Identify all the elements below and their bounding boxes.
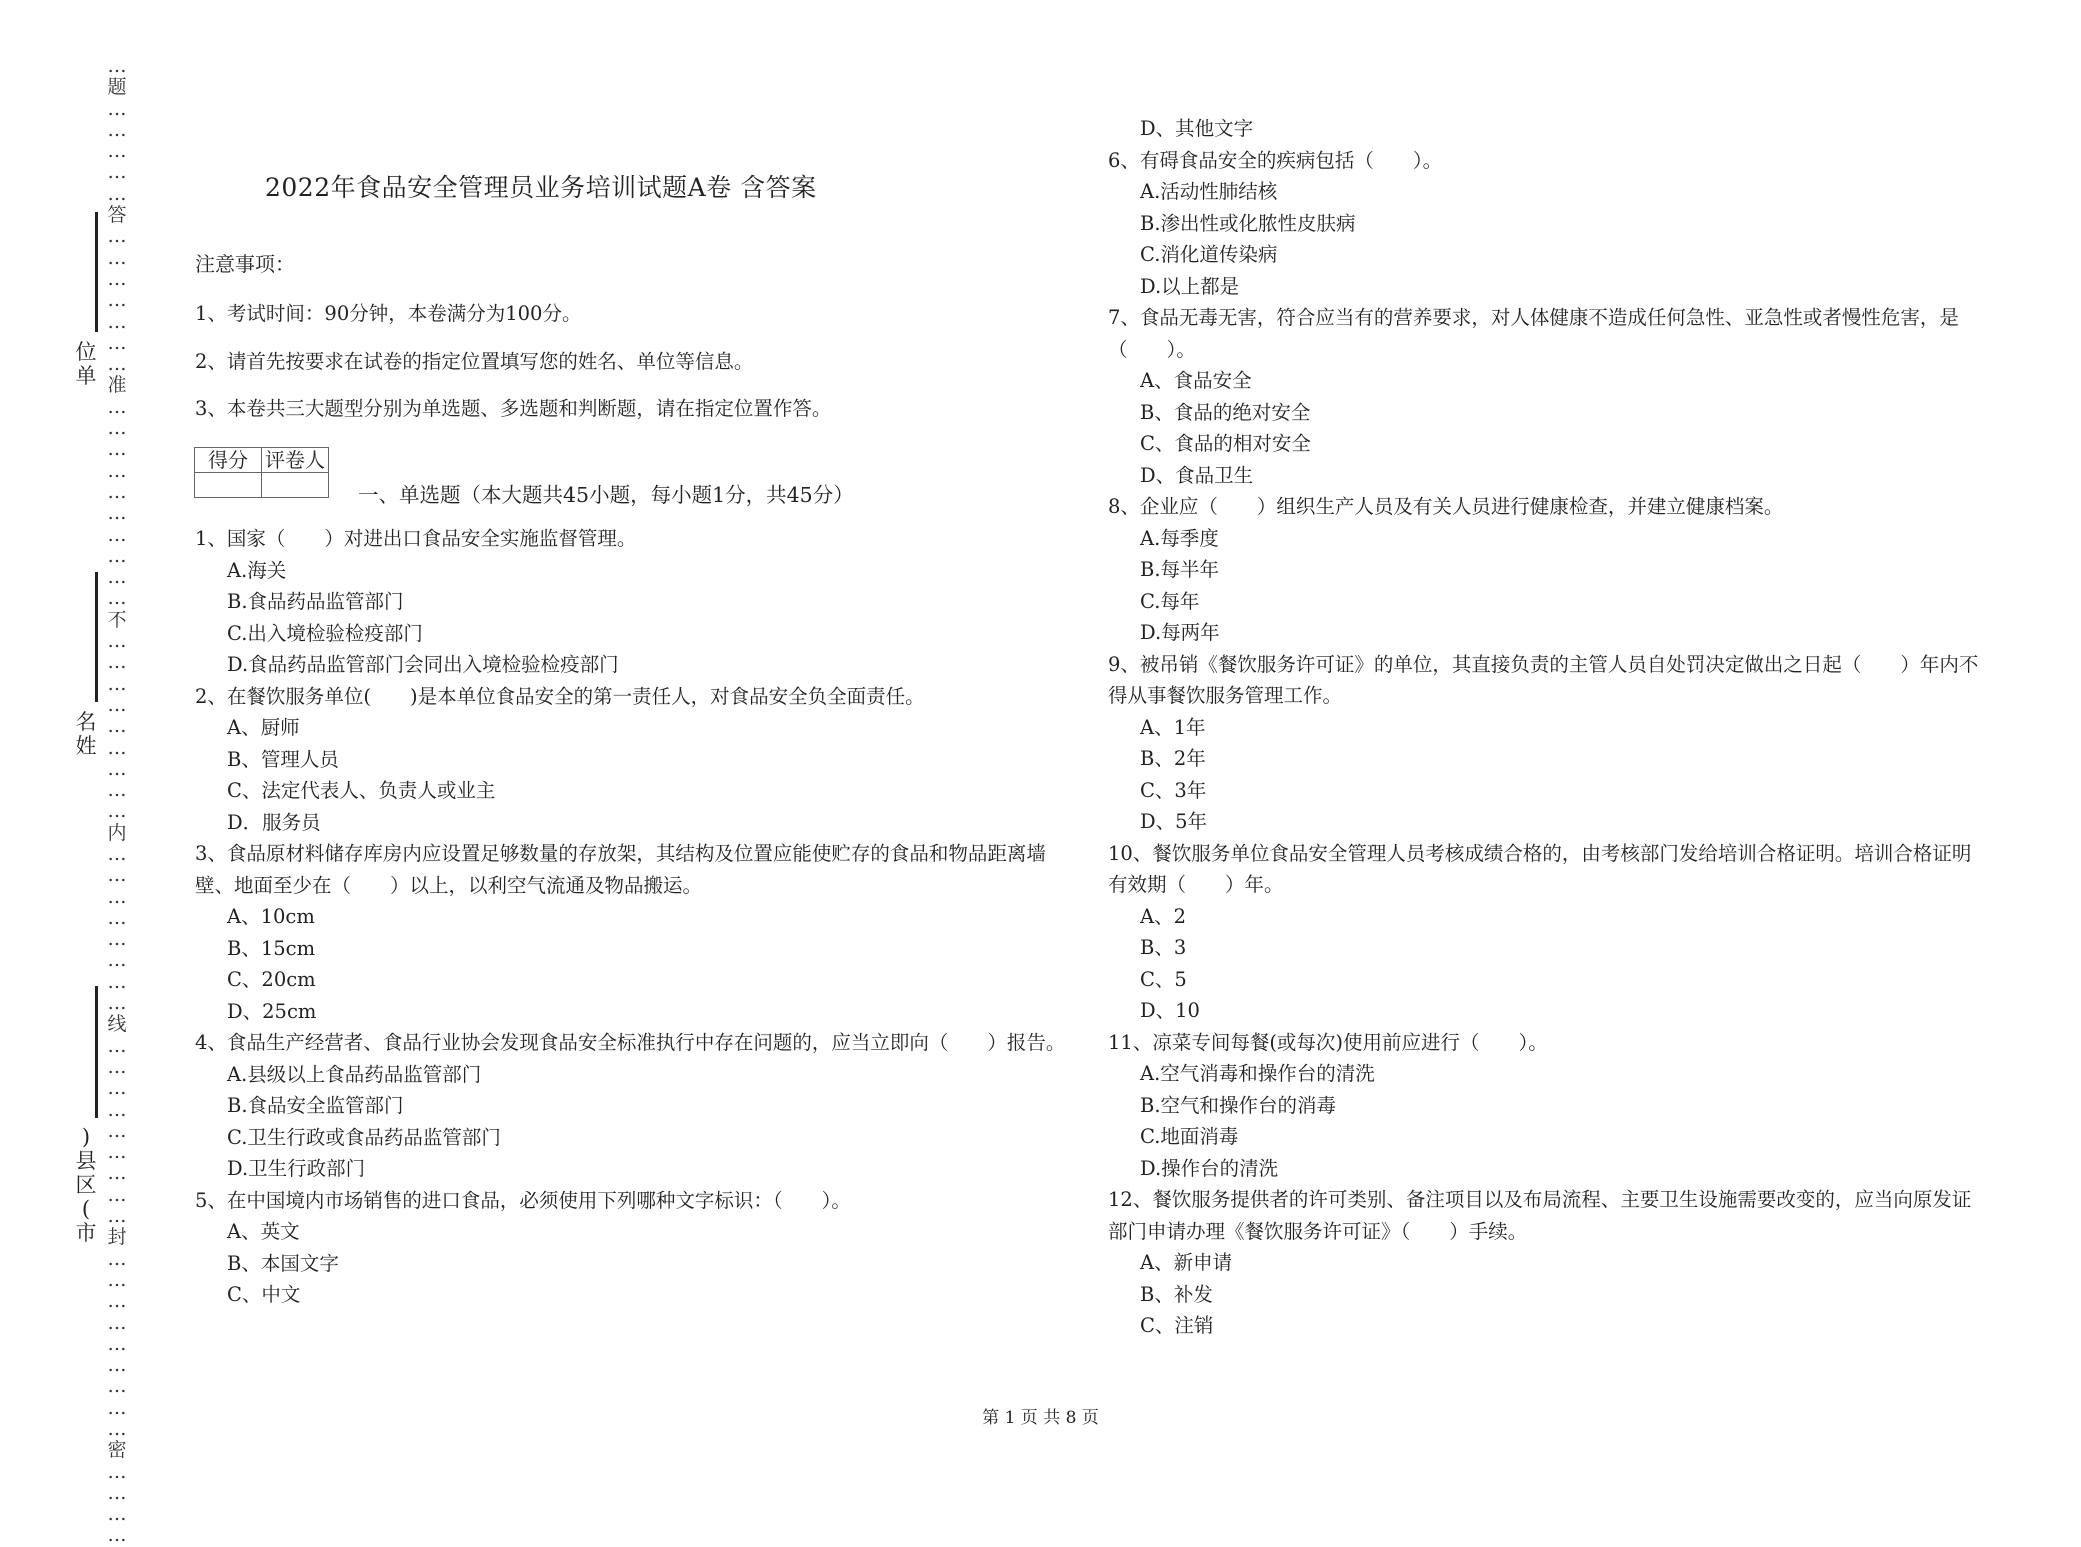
binding-char: … <box>107 226 127 248</box>
name-label <box>74 710 98 758</box>
binding-char: … <box>107 588 127 610</box>
binding-char: … <box>107 1078 127 1100</box>
seal-line-dots <box>104 56 130 1547</box>
answer-option: C.卫生行政或食品药品监管部门 <box>227 1125 501 1149</box>
binding-char: … <box>107 1291 127 1313</box>
binding-char: … <box>107 1248 127 1270</box>
binding-char: 准 <box>107 375 127 397</box>
score-label: 得分 <box>195 448 262 473</box>
answer-option: A.活动性肺结核 <box>1140 180 1278 203</box>
answer-option: B、食品的绝对安全 <box>1140 400 1311 424</box>
binding-char: … <box>107 98 127 120</box>
binding-char: … <box>107 481 127 503</box>
question-stem: 3、食品原材料储存库房内应设置足够数量的存放架，其结构及位置应能使贮存的食品和物品距离墙壁、地面至少在（ ）以上，以利空气流通及物品搬运。 <box>195 842 1046 897</box>
binding-char: … <box>107 1269 127 1291</box>
district-label-char: 市 <box>75 1221 97 1245</box>
question-item <box>195 1027 1075 1185</box>
grader-cell[interactable] <box>262 473 329 498</box>
binding-char: … <box>107 1504 127 1526</box>
question-stem: 1、国家（ ）对进出口食品安全实施监督管理。 <box>195 527 637 550</box>
answer-option: C、中文 <box>227 1283 301 1306</box>
question-stem: 5、在中国境内市场销售的进口食品，必须使用下列哪种文字标识：（ ）。 <box>195 1188 851 1212</box>
binding-line <box>95 986 98 1118</box>
right-question-column <box>1108 113 1988 1342</box>
answer-option: D、食品卫生 <box>1140 463 1254 487</box>
binding-char: … <box>107 460 127 482</box>
district-label-char: 县 <box>75 1149 97 1173</box>
binding-char: … <box>107 971 127 993</box>
binding-char: 密 <box>107 1440 127 1462</box>
score-box <box>194 447 329 498</box>
binding-char: … <box>107 290 127 312</box>
answer-option: C.出入境检验检疫部门 <box>227 621 423 645</box>
unit-label-char: 单 <box>75 364 97 388</box>
binding-char: … <box>107 780 127 802</box>
binding-char: … <box>107 907 127 929</box>
question-item <box>1108 145 1988 303</box>
answer-option: D、25cm <box>227 999 317 1023</box>
binding-char: … <box>107 141 127 163</box>
binding-char: … <box>107 1482 127 1504</box>
binding-char: … <box>107 1056 127 1078</box>
notice-heading: 注意事项： <box>195 252 295 276</box>
left-question-column <box>195 523 1075 1311</box>
binding-char: … <box>107 758 127 780</box>
question-stem: 4、食品生产经营者、食品行业协会发现食品安全标准执行中存在问题的，应当立即向（ ）报告。 <box>195 1031 1066 1054</box>
district-label-char: 区 <box>75 1173 97 1197</box>
binding-char: … <box>107 1035 127 1057</box>
binding-char: … <box>107 1397 127 1419</box>
question-stem: 12、餐饮服务提供者的许可类别、备注项目以及布局流程、主要卫生设施需要改变的，应当向原发证部门申请办理《餐饮服务许可证》（ ）手续。 <box>1108 1188 1972 1243</box>
binding-char: … <box>107 311 127 333</box>
binding-char: … <box>107 332 127 354</box>
question-item <box>1108 491 1988 649</box>
notice-item: 3、本卷共三大题型分别为单选题、多选题和判断题，请在指定位置作答。 <box>195 397 832 420</box>
answer-option: A、1年 <box>1140 715 1206 739</box>
question-stem: 6、有碍食品安全的疾病包括（ ）。 <box>1108 148 1443 172</box>
binding-char: … <box>107 503 127 525</box>
section-title: 一、单选题（本大题共45小题，每小题1分，共45分） <box>358 483 854 507</box>
binding-char: … <box>107 524 127 546</box>
binding-char: … <box>107 1312 127 1334</box>
answer-option: C、20cm <box>227 968 316 991</box>
answer-option: D.卫生行政部门 <box>227 1157 366 1180</box>
binding-char: … <box>107 1419 127 1440</box>
binding-char: … <box>107 801 127 823</box>
answer-option: A、新申请 <box>1140 1251 1233 1274</box>
binding-line <box>95 212 98 332</box>
binding-margin <box>0 0 170 1547</box>
binding-char: … <box>107 1525 127 1547</box>
binding-char: 封 <box>107 1227 127 1249</box>
binding-char: 答 <box>107 205 127 227</box>
binding-char: 线 <box>107 1014 127 1036</box>
answer-option: B、本国文字 <box>227 1251 339 1275</box>
binding-char: … <box>107 950 127 972</box>
answer-option: B.渗出性或化脓性皮肤病 <box>1140 211 1356 235</box>
binding-char: … <box>107 439 127 461</box>
answer-option: C、5 <box>1140 967 1187 991</box>
answer-option: B.空气和操作台的消毒 <box>1140 1093 1337 1117</box>
binding-char: … <box>107 1355 127 1377</box>
binding-char: … <box>107 1184 127 1206</box>
binding-char: … <box>107 737 127 759</box>
score-cell[interactable] <box>195 473 262 498</box>
page-title: 2022年食品安全管理员业务培训试题A卷 含答案 <box>265 173 817 202</box>
binding-char: … <box>107 1099 127 1121</box>
binding-char: … <box>107 865 127 887</box>
answer-option: C、食品的相对安全 <box>1140 432 1311 455</box>
district-label <box>74 1125 98 1245</box>
name-label-char: 姓 <box>75 734 97 758</box>
binding-char: … <box>107 1461 127 1483</box>
binding-char: … <box>107 545 127 567</box>
binding-char: … <box>107 929 127 951</box>
answer-option: C.每年 <box>1140 589 1200 613</box>
answer-option: B.食品药品监管部门 <box>227 590 404 613</box>
binding-char: … <box>107 162 127 184</box>
answer-option: B、管理人员 <box>227 747 339 771</box>
answer-option: A、英文 <box>227 1220 300 1243</box>
question-item <box>1108 1184 1988 1342</box>
question-item <box>1108 302 1988 491</box>
question-stem: 8、企业应（ ）组织生产人员及有关人员进行健康检查，并建立健康档案。 <box>1108 495 1784 518</box>
answer-option: A、厨师 <box>227 716 300 739</box>
grader-label: 评卷人 <box>262 448 329 473</box>
district-label-char: ) <box>81 1125 91 1149</box>
question-stem: 2、在餐饮服务单位( )是本单位食品安全的第一责任人，对食品安全负全面责任。 <box>195 684 925 708</box>
binding-char: 内 <box>107 822 127 844</box>
binding-char: 题 <box>107 77 127 99</box>
answer-option: A、食品安全 <box>1140 369 1252 392</box>
question-stem: 10、餐饮服务单位食品安全管理人员考核成绩合格的，由考核部门发给培训合格证明。培训合格证明有效期（ ）年。 <box>1108 841 1972 896</box>
answer-option: A.空气消毒和操作台的清洗 <box>1140 1062 1375 1085</box>
question-item <box>195 838 1075 1027</box>
question-stem: 7、食品无毒无害，符合应当有的营养要求，对人体健康不造成任何急性、亚急性或者慢性危害，是（ ）。 <box>1108 306 1959 361</box>
binding-char: … <box>107 183 127 205</box>
answer-option: C.消化道传染病 <box>1140 243 1278 266</box>
question-item <box>195 523 1075 681</box>
question-item <box>1108 649 1988 838</box>
answer-option: B.每半年 <box>1140 558 1220 581</box>
answer-option: A.每季度 <box>1140 526 1219 550</box>
binding-char: … <box>107 716 127 738</box>
unit-label-char: 位 <box>75 340 97 364</box>
binding-char: … <box>107 886 127 908</box>
page-footer: 第 1 页 共 8 页 <box>982 1408 1099 1428</box>
binding-char: … <box>107 1376 127 1398</box>
binding-char: … <box>107 56 127 77</box>
question-item <box>1108 113 1988 145</box>
answer-option: D、其他文字 <box>1140 117 1254 140</box>
unit-label <box>74 340 98 388</box>
answer-option: D.食品药品监管部门会同出入境检验检疫部门 <box>227 653 619 676</box>
answer-option: A、10cm <box>227 905 315 928</box>
binding-char: … <box>107 694 127 716</box>
notice-item: 2、请首先按要求在试卷的指定位置填写您的姓名、单位等信息。 <box>195 350 754 373</box>
answer-option: B、15cm <box>227 936 316 960</box>
answer-option: B、3 <box>1140 936 1187 959</box>
binding-line <box>95 572 98 702</box>
binding-char: … <box>107 268 127 290</box>
district-label-char: ( <box>81 1197 91 1221</box>
question-stem: 9、被吊销《餐饮服务许可证》的单位，其直接负责的主管人员自处罚决定做出之日起（ ）年内不得从事餐饮服务管理工作。 <box>1108 652 1979 707</box>
answer-option: B、补发 <box>1140 1282 1213 1306</box>
binding-char: … <box>107 396 127 418</box>
answer-option: A.县级以上食品药品监管部门 <box>227 1062 482 1086</box>
binding-char: … <box>107 1120 127 1142</box>
answer-option: C、注销 <box>1140 1314 1214 1337</box>
answer-option: B、2年 <box>1140 747 1206 770</box>
binding-char: … <box>107 631 127 653</box>
answer-option: A.海关 <box>227 558 287 582</box>
answer-option: D．服务员 <box>227 810 321 834</box>
binding-char: … <box>107 119 127 141</box>
binding-char: … <box>107 567 127 589</box>
notice-item: 1、考试时间：90分钟，本卷满分为100分。 <box>195 302 582 325</box>
answer-option: D.每两年 <box>1140 621 1220 644</box>
answer-option: A、2 <box>1140 904 1186 928</box>
binding-char: … <box>107 993 127 1015</box>
binding-char: … <box>107 652 127 674</box>
answer-option: C、法定代表人、负责人或业主 <box>227 779 496 802</box>
binding-char: … <box>107 247 127 269</box>
binding-char: … <box>107 1163 127 1185</box>
answer-option: D.以上都是 <box>1140 274 1240 298</box>
binding-char: … <box>107 1206 127 1228</box>
answer-option: C、3年 <box>1140 778 1207 802</box>
question-item <box>1108 838 1988 1027</box>
binding-char: … <box>107 1333 127 1355</box>
question-item <box>195 1185 1075 1311</box>
name-label-char: 名 <box>75 710 97 734</box>
answer-option: C.地面消毒 <box>1140 1125 1239 1148</box>
question-item <box>195 681 1075 839</box>
binding-char: … <box>107 673 127 695</box>
question-stem: 11、凉菜专间每餐(或每次)使用前应进行（ ）。 <box>1108 1030 1548 1054</box>
binding-char: 不 <box>107 609 127 631</box>
binding-char: … <box>107 1142 127 1164</box>
binding-char: … <box>107 418 127 440</box>
question-item <box>1108 1027 1988 1185</box>
binding-char: … <box>107 354 127 376</box>
answer-option: D、5年 <box>1140 810 1208 833</box>
answer-option: B.食品安全监管部门 <box>227 1094 404 1117</box>
answer-option: D.操作台的清洗 <box>1140 1156 1279 1180</box>
answer-option: D、10 <box>1140 999 1200 1022</box>
binding-char: … <box>107 843 127 865</box>
